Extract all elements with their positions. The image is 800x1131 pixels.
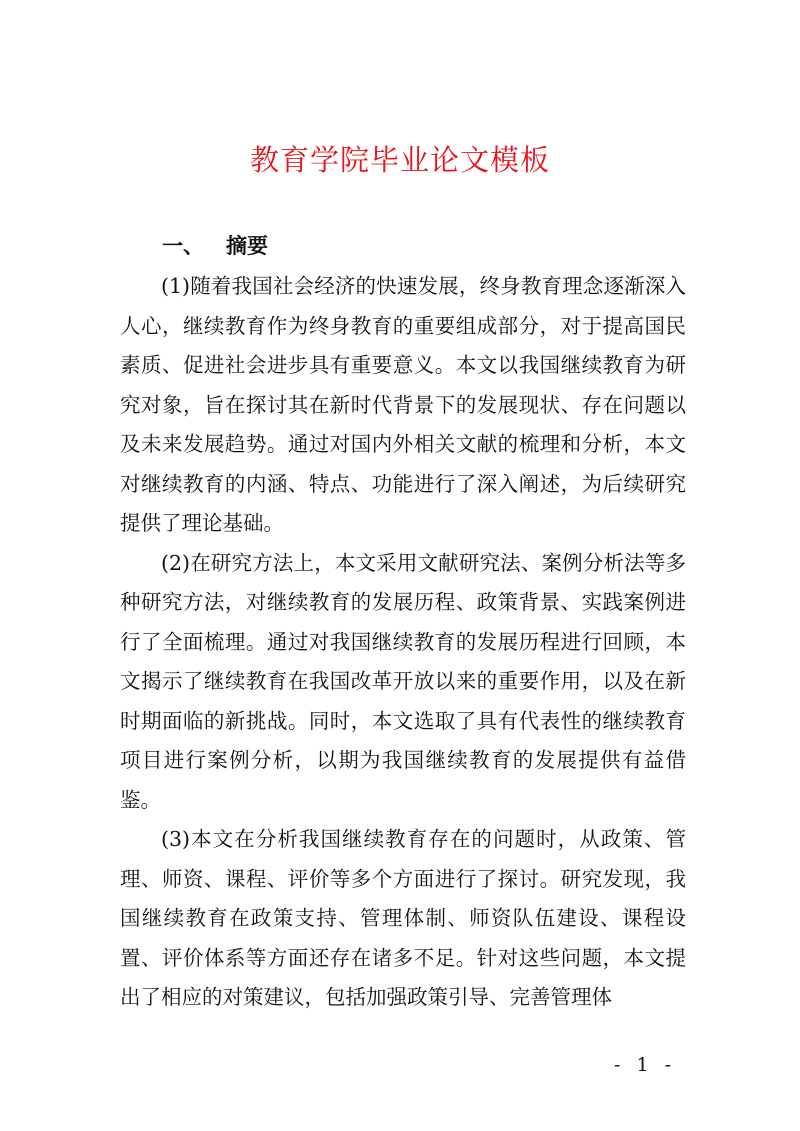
- abstract-paragraph-3: (3)本文在分析我国继续教育存在的问题时，从政策、管理、师资、课程、评价等多个方面进行了探讨。研究发现，我国继续教育在政策支持、管理体制、师资队伍建设、课程设置、评价体系等方面还存在诸多不足。针对这些问题，本文提出了相应的对策建议，包括加强政策引导、完善管理体: [120, 827, 686, 1009]
- section-title: 摘要: [226, 234, 268, 258]
- section-heading: [162, 228, 268, 264]
- abstract-paragraph-2: (2)在研究方法上，本文采用文献研究法、案例分析法等多种研究方法，对继续教育的发展历程、政策背景、实践案例进行了全面梳理。通过对我国继续教育的发展历程进行回顾，本文揭示了继续教育在我国改革开放以来的重要作用，以及在新时期面临的新挑战。同时，本文选取了具有代表性的继续教育项目进行案例分析，以期为我国继续教育的发展提供有益借鉴。: [120, 550, 686, 812]
- abstract-paragraph-1: (1)随着我国社会经济的快速发展，终身教育理念逐渐深入人心，继续教育作为终身教育的重要组成部分，对于提高国民素质、促进社会进步具有重要意义。本文以我国继续教育为研究对象，旨在探讨其在新时代背景下的发展现状、存在问题以及未来发展趋势。通过对国内外相关文献的梳理和分析，本文对继续教育的内涵、特点、功能进行了深入阐述，为后续研究提供了理论基础。: [120, 274, 686, 535]
- document-title: 教育学院毕业论文模板: [249, 143, 550, 177]
- section-number: 一、: [162, 234, 204, 258]
- abstract-body: [120, 267, 686, 1018]
- page-number: - 1 -: [614, 1054, 677, 1076]
